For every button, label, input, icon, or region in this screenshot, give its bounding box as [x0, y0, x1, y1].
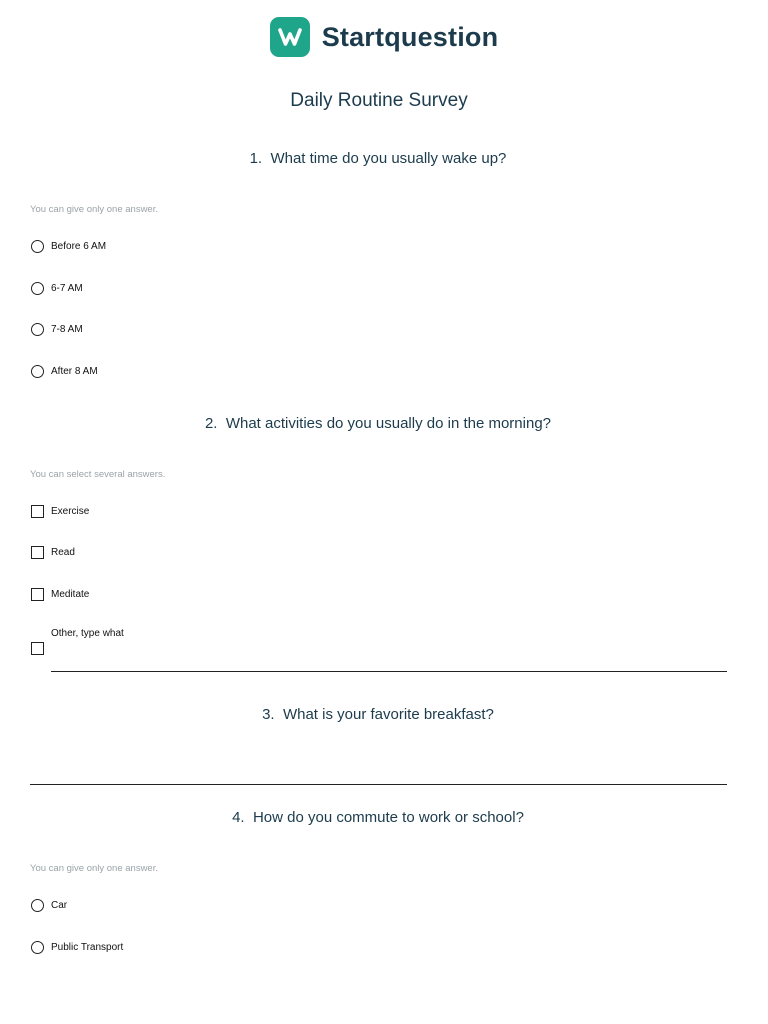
question-3-text: What is your favorite breakfast?: [282, 706, 494, 723]
checkbox[interactable]: [31, 505, 44, 518]
radio-button[interactable]: [31, 323, 44, 336]
question-2-other-label: Other, type what: [51, 628, 124, 639]
startquestion-logo-icon: [270, 17, 310, 57]
question-2-hint: You can select several answers.: [30, 469, 166, 480]
question-2-number: 2.: [204, 415, 218, 432]
question-2-option-2[interactable]: [31, 544, 75, 560]
other-answer-input[interactable]: [51, 671, 727, 672]
option-label: After 8 AM: [51, 365, 98, 377]
radio-button[interactable]: [31, 240, 44, 253]
option-label: 7-8 AM: [51, 323, 83, 335]
question-2-title: [0, 415, 756, 432]
option-label: Public Transport: [51, 941, 124, 953]
survey-title: Daily Routine Survey: [290, 90, 468, 111]
option-label: Car: [51, 899, 68, 911]
option-label: Read: [51, 546, 75, 558]
question-4-hint: You can give only one answer.: [30, 863, 158, 874]
radio-button[interactable]: [31, 282, 44, 295]
radio-button[interactable]: [31, 365, 44, 378]
question-4-text: How do you commute to work or school?: [252, 809, 524, 826]
radio-button[interactable]: [31, 899, 44, 912]
question-3-title: [0, 706, 756, 723]
question-2-option-3[interactable]: [31, 586, 89, 602]
question-1-option-2[interactable]: [31, 280, 83, 296]
question-2-option-other[interactable]: [31, 640, 44, 656]
option-label: Exercise: [51, 505, 90, 517]
option-label: Before 6 AM: [51, 240, 107, 252]
header: [0, 16, 768, 58]
question-4-number: 4.: [232, 809, 245, 826]
question-1-option-3[interactable]: [31, 321, 83, 337]
question-1-title: [0, 150, 756, 167]
question-4-option-2[interactable]: [31, 939, 123, 955]
question-1-option-1[interactable]: [31, 238, 106, 254]
checkbox[interactable]: [31, 588, 44, 601]
question-4-option-1[interactable]: [31, 897, 67, 913]
radio-button[interactable]: [31, 941, 44, 954]
question-1-option-4[interactable]: [31, 363, 98, 379]
question-2-option-1[interactable]: [31, 503, 89, 519]
option-label: Meditate: [51, 588, 90, 600]
question-1-text: What time do you usually wake up?: [270, 150, 507, 167]
breakfast-answer-input[interactable]: [30, 784, 727, 785]
question-1-hint: You can give only one answer.: [30, 204, 158, 215]
question-2-text: What activities do you usually do in the morning?: [225, 415, 552, 432]
question-4-title: [0, 809, 756, 826]
checkbox[interactable]: [31, 642, 44, 655]
question-3-number: 3.: [262, 706, 275, 723]
brand-name: Startquestion: [321, 21, 499, 52]
option-label: 6-7 AM: [51, 282, 83, 294]
question-1-number: 1.: [249, 150, 263, 167]
checkbox[interactable]: [31, 546, 44, 559]
